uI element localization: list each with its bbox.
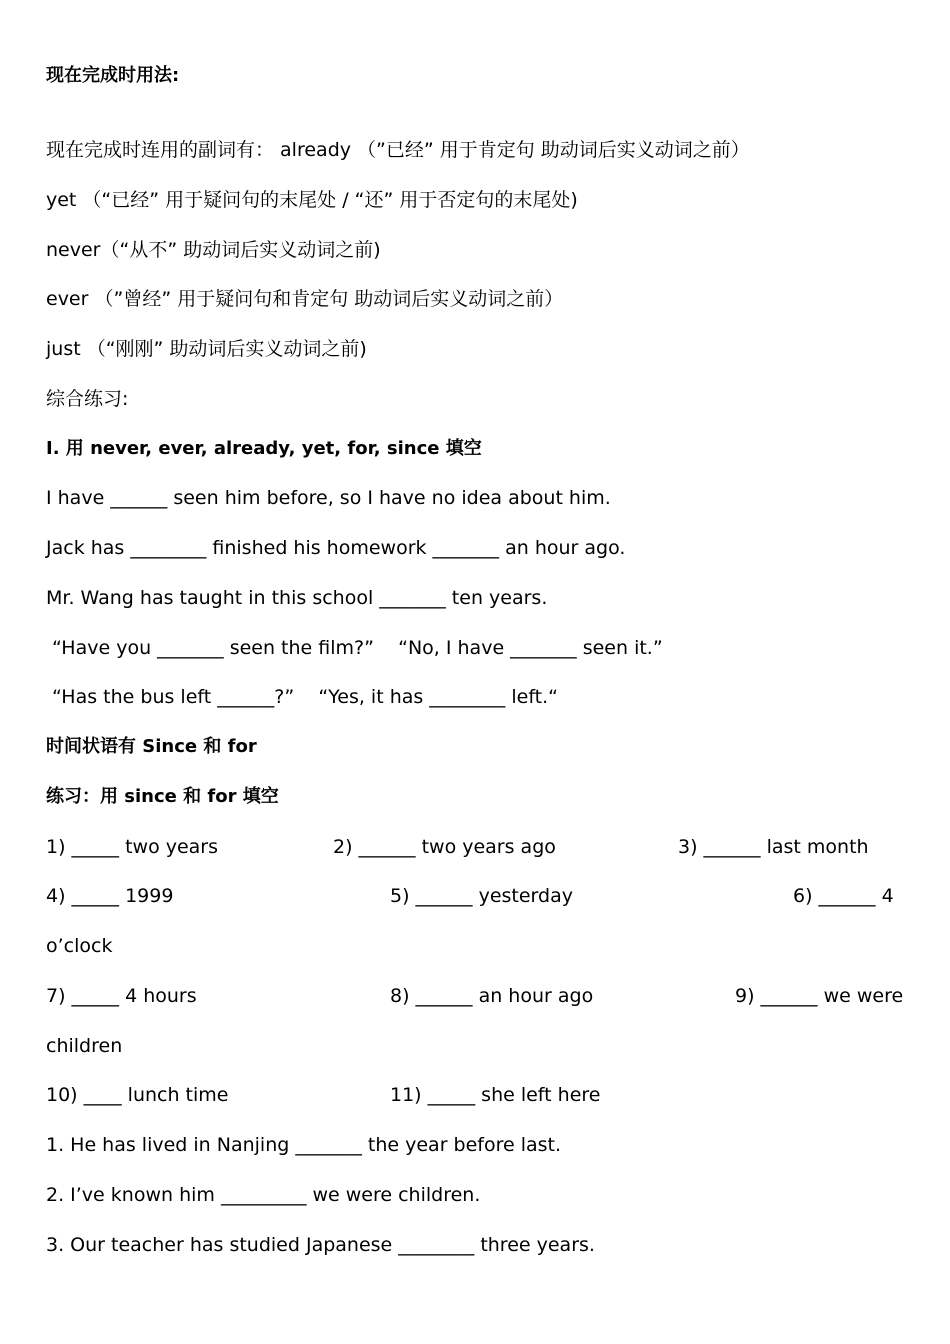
- sentence-item: 2. I’ve known him _________ we were children.: [46, 1184, 481, 1206]
- blank-item: 7) _____ 4 hours: [46, 985, 197, 1007]
- section2-heading: 时间状语有 Since 和 for: [46, 736, 257, 757]
- blank-item-wrap: o’clock: [46, 935, 113, 957]
- section2-subheading: 练习：用 since 和 for 填空: [46, 786, 279, 807]
- adverb-just: just （“刚刚” 助动词后实义动词之前): [46, 338, 367, 360]
- blank-item: 1) _____ two years: [46, 836, 219, 858]
- exercise-item: I have ______ seen him before, so I have no idea about him.: [46, 487, 611, 509]
- exercise-item: Jack has ________ finished his homework _______ an hour ago.: [46, 537, 626, 559]
- blank-item-wrap: children: [46, 1035, 123, 1057]
- adverb-ever: ever （”曾经” 用于疑问句和肯定句 助动词后实义动词之前）: [46, 288, 564, 310]
- blank-item: 8) ______ an hour ago: [390, 985, 594, 1007]
- exercise-item: “Have you _______ seen the film?” “No, I have _______ seen it.”: [46, 637, 663, 659]
- exercise-item: “Has the bus left ______?” “Yes, it has ________ left.“: [46, 686, 559, 708]
- blank-item: 3) ______ last month: [678, 836, 869, 858]
- sentence-item: 1. He has lived in Nanjing _______ the year before last.: [46, 1134, 562, 1156]
- page-title: 现在完成时用法:: [46, 65, 180, 86]
- adverb-never: never（“从不” 助动词后实义动词之前): [46, 239, 381, 261]
- blank-item: 9) ______ we were: [735, 985, 904, 1007]
- blank-item: 10) ____ lunch time: [46, 1084, 229, 1106]
- blank-item: 2) ______ two years ago: [333, 836, 556, 858]
- adverb-yet: yet （“已经” 用于疑问句的末尾处 / “还” 用于否定句的末尾处): [46, 189, 578, 211]
- blank-item: 11) _____ she left here: [390, 1084, 601, 1106]
- blank-item: 5) ______ yesterday: [390, 885, 573, 907]
- blank-item: 4) _____ 1999: [46, 885, 174, 907]
- adverbs-intro: 现在完成时连用的副词有： already （”已经” 用于肯定句 助动词后实义动词之前）: [46, 139, 750, 161]
- blank-item: 6) ______ 4: [793, 885, 894, 907]
- section1-heading: I. 用 never, ever, already, yet, for, since 填空: [46, 438, 482, 459]
- practice-label: 综合练习:: [46, 388, 129, 410]
- exercise-item: Mr. Wang has taught in this school _______ ten years.: [46, 587, 548, 609]
- sentence-item: 3. Our teacher has studied Japanese ________ three years.: [46, 1234, 595, 1256]
